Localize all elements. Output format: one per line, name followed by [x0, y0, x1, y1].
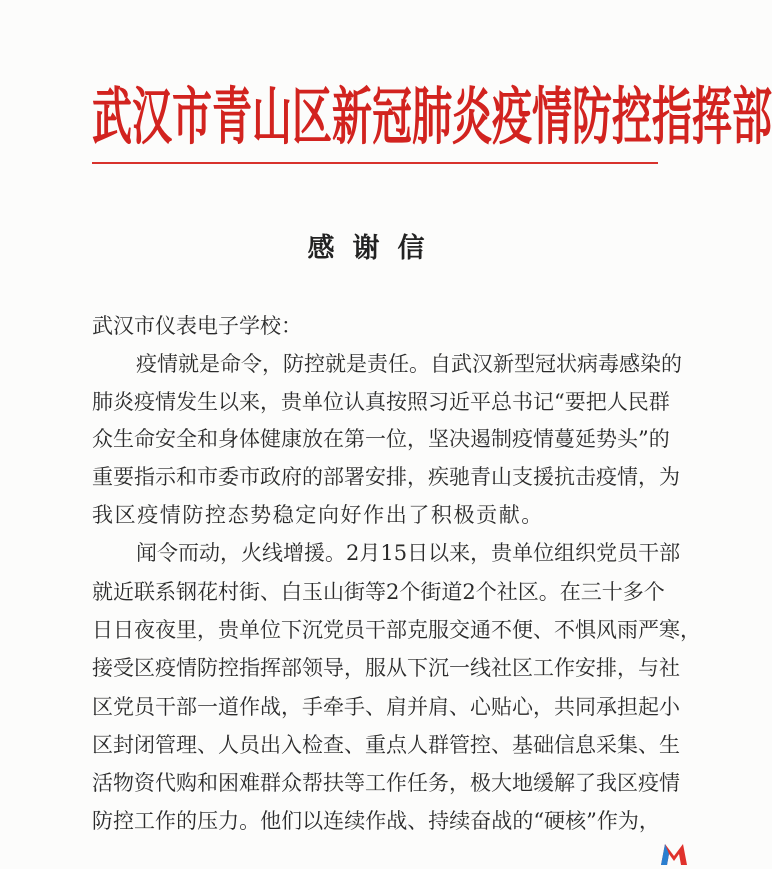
- paragraph-1-line: 疫 情 就 是 命 令 ， 防 控 就 是 责 任 。 自 武 汉 新 型 冠 状 病 毒 感 染 的: [136, 352, 682, 376]
- salutation: 武汉市仪表电子学校：: [92, 314, 302, 338]
- letterhead-char: 新: [332, 81, 372, 154]
- paragraph-2-line: 活 物 资 代 购 和 困 难 群 众 帮 扶 等 工 作 任 务 ， 极 大 地 缓 解 了 我 区 疫 情: [92, 771, 680, 795]
- letterhead-char: 疫: [492, 81, 532, 154]
- letterhead-char: 肺: [412, 81, 452, 154]
- letterhead-divider: [92, 162, 658, 164]
- watermark-logo-icon: [660, 842, 688, 866]
- letter-title: 感谢信: [307, 233, 443, 264]
- letterhead-char: 炎: [452, 81, 492, 154]
- letterhead-char: 控: [612, 81, 652, 154]
- letterhead-char: 情: [532, 81, 572, 154]
- letterhead-char: 山: [252, 81, 292, 154]
- paragraph-1-line: 众 生 命 安 全 和 身 体 健 康 放 在 第 一 位 ， 坚 决 遏 制 疫 情 蔓 延 势 头 ” 的: [92, 427, 670, 451]
- letterhead-char: 部: [732, 81, 772, 154]
- letterhead-char: 市: [172, 81, 212, 154]
- letterhead: [92, 72, 772, 154]
- paragraph-2-line: 就 近 联 系 钢 花 村 街 、 白 玉 山 街 等 2 个 街 道 2 个 社 区 。 在 三 十 多 个: [92, 580, 665, 604]
- paragraph-2-line: 闻 令 而 动 ， 火 线 增 援 。 2 月 15 日 以 来 ， 贵 单 位 组 织 党 员 干 部: [136, 541, 681, 565]
- paragraph-1-line: 重 要 指 示 和 市 委 市 政 府 的 部 署 安 排 ， 疾 驰 青 山 支 援 抗 击 疫 情 ， 为: [92, 465, 680, 489]
- paragraph-2-line: 防 控 工 作 的 压 力 。 他 们 以 连 续 作 战 、 持 续 奋 战 的 “ 硬 核 ” 作 为 ，: [92, 809, 660, 833]
- paragraph-2-line: 日 日 夜 夜 里 ， 贵 单 位 下 沉 党 员 干 部 克 服 交 通 不 便 、 不 惧 风 雨 严 寒 ，: [92, 618, 701, 642]
- paragraph-2-line: 接 受 区 疫 情 防 控 指 挥 部 领 导 ， 服 从 下 沉 一 线 社 区 工 作 安 排 ， 与 社: [92, 656, 680, 680]
- letterhead-char: 区: [292, 81, 332, 154]
- paragraph-2-line: 区 党 员 干 部 一 道 作 战 ， 手 牵 手 、 肩 并 肩 、 心 贴 心 ， 共 同 承 担 起 小: [92, 695, 680, 719]
- letterhead-char: 挥: [692, 81, 732, 154]
- letterhead-char: 汉: [132, 81, 172, 154]
- paragraph-1-line: 我 区 疫 情 防 控 态 势 稳 定 向 好 作 出 了 积 极 贡 献 。: [92, 503, 543, 527]
- letterhead-char: 青: [212, 81, 252, 154]
- letterhead-char: 防: [572, 81, 612, 154]
- letterhead-char: 武: [92, 81, 132, 154]
- letterhead-char: 冠: [372, 81, 412, 154]
- paragraph-1-line: 肺 炎 疫 情 发 生 以 来 ， 贵 单 位 认 真 按 照 习 近 平 总 书 记 “ 要 把 人 民 群: [92, 390, 670, 414]
- paragraph-2-line: 区 封 闭 管 理 、 人 员 出 入 检 查 、 重 点 人 群 管 控 、 基 础 信 息 采 集 、 生: [92, 733, 680, 757]
- letterhead-char: 指: [652, 81, 692, 154]
